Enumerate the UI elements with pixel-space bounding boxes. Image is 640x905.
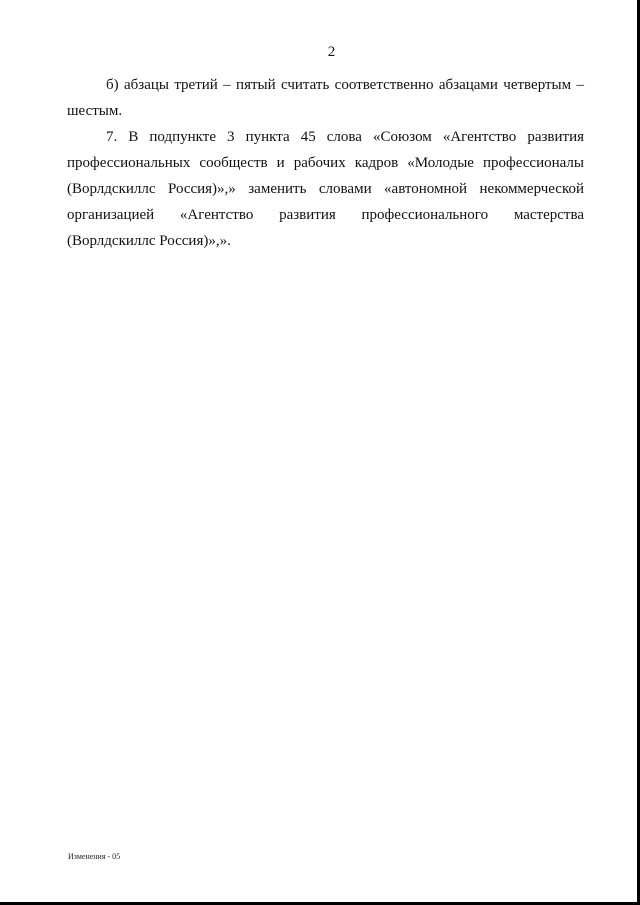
paragraph-item-b: б) абзацы третий – пятый считать соответственно абзацами четвертым – шестым. (67, 77, 584, 119)
document-body (67, 72, 584, 254)
page-number: 2 (327, 44, 336, 60)
paragraph-item-7: 7. В подпункте 3 пункта 45 слова «Союзом «Агентство развития профессиональных сообществ и рабочих кадров «Молодые профессионалы (Ворлдскиллс Россия)»,» заменить словами «автономной некоммерческой организацией «Агентство развития профессионального мастерства (Ворлдскиллс Россия)»,». (67, 129, 584, 249)
footer-revision-note: Изменения - 05 (68, 852, 121, 861)
